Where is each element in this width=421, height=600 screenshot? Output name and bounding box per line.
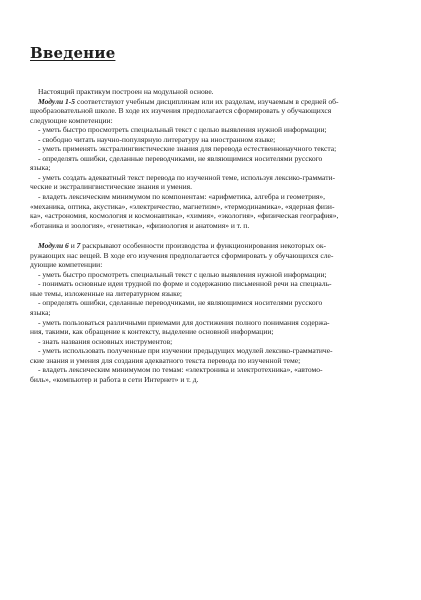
section1-line: щеобразовательной школе. В ходе их изучения предполагается сформировать у обучающихся <box>30 106 332 116</box>
section2-line: - уметь пользоваться различными приемами для достижения полного понимания содержа- <box>38 317 330 327</box>
section2-line: - уметь использовать полученные при изучении предыдущих модулей лексико-грамматиче- <box>38 346 333 356</box>
intro-paragraph: Настоящий практикум построен на модульной основе. <box>38 87 214 96</box>
section1-line: - уметь создать адекватный текст перевода по изученной теме, используя лексико-граммати- <box>38 172 336 182</box>
section1-line: следующие компетенции: <box>30 115 113 125</box>
section2-line: - определять ошибки, сделанные переводчиками, не являющимися носителями русского <box>38 298 323 308</box>
section1-line: - уметь быстро просмотреть специальный текст с целью выявления нужной информации; <box>38 125 327 135</box>
section1-line: - определять ошибки, сделанные переводчиками, не являющимися носителями русского <box>38 153 323 163</box>
section2-lead-and: и <box>68 241 77 251</box>
section2-line: - владеть лексическим минимумом по темам: «электроника и электротехника», «автомо- <box>38 365 323 375</box>
section2-line: ружающих нас вещей. В ходе его изучения предполагается сформировать у обучающихся сле- <box>30 250 334 260</box>
section1-line: ка», «астрономия, космология и космонавтика», «химия», «экология», «физическая география», <box>30 211 339 221</box>
section2-lead: Модули 6 <box>38 241 69 251</box>
section2-line: - уметь быстро просмотреть специальный текст с целью выявления нужной информации; <box>38 269 327 279</box>
section2-line: языка; <box>30 308 51 318</box>
section1-line: - свободно читать научно-популярную литературу на иностранном языке; <box>38 134 276 144</box>
section1-line: - владеть лексическим минимумом по компонентам: «арифметика, алгебра и геометрия», <box>38 192 326 202</box>
section2-line: дующие компетенции: <box>30 260 103 270</box>
section2-lead2: 7 <box>76 241 81 251</box>
section2-lead-rest: раскрывают особенности производства и функционирования некоторых ок- <box>80 241 327 251</box>
section2-line: - знать названия основных инструментов; <box>38 336 173 346</box>
page-title: Введение <box>30 44 116 62</box>
section1-line: «ботаника и зоология», «генетика», «физиология и анатомия» и т. п. <box>30 220 250 230</box>
section1-lead-rest: соответствуют учебным дисциплинам или их разделам, изучаемым в средней об- <box>75 96 339 106</box>
section2-line: - понимать основные идеи трудной по форме и содержанию письменной речи на специаль- <box>38 279 332 289</box>
section1-line: - уметь применять экстралингвистические знания для перевода естественнонаучного текста; <box>38 144 337 154</box>
section2-first-line <box>30 241 397 251</box>
section1-line: языка; <box>30 163 51 173</box>
section2-line: ские знания и умения для создания адекватного текста перевода по изученной теме; <box>30 355 301 365</box>
section1-first-line <box>30 97 397 107</box>
body-text <box>30 87 397 384</box>
section2-line: ния, такими, как обращение к контексту, выделение основной информации; <box>30 327 274 337</box>
section2-line: биль», «компьютер и работа в сети Интернет» и т. д. <box>30 374 199 384</box>
section1-lead: Модули 1-5 <box>38 96 76 106</box>
section2-line: ные темы, изложенные на литературном языке; <box>30 288 183 298</box>
paragraph-gap <box>30 230 397 241</box>
section1-line: «механика, оптика, акустика», «электричество, магнетизм», «термодинамика», «ядерная физи- <box>30 201 335 211</box>
section1-line: ческие и экстралингвистические знания и умения. <box>30 182 193 192</box>
